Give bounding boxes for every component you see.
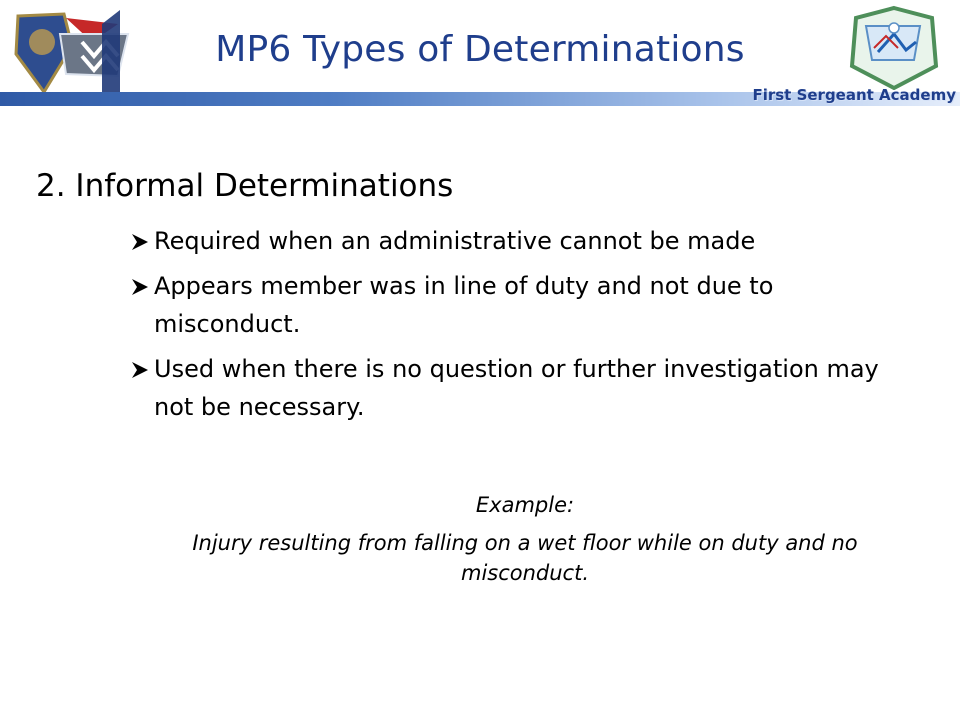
academy-label: First Sergeant Academy: [752, 86, 956, 104]
bullet-item: [130, 222, 890, 260]
slide-title: MP6 Types of Determinations: [215, 29, 745, 70]
bullet-item: [130, 267, 890, 343]
section-heading: 2. Informal Determinations: [36, 168, 454, 204]
arrow-bullet-icon: [130, 232, 150, 252]
bullet-item: [130, 350, 890, 426]
air-force-badge-icon: [8, 6, 148, 98]
arrow-bullet-icon: [130, 277, 150, 297]
slide-body: [0, 160, 960, 680]
example-block: [130, 490, 920, 588]
first-sergeant-academy-logo-icon: [848, 4, 940, 90]
bullet-text: Required when an administrative cannot be made: [154, 227, 756, 255]
example-text: Injury resulting from falling on a wet floor while on duty and no misconduct.: [192, 531, 858, 585]
slide-header: [0, 0, 960, 120]
arrow-bullet-icon: [130, 360, 150, 380]
example-label: Example:: [475, 493, 575, 517]
bullet-text: Appears member was in line of duty and not due to misconduct.: [154, 272, 774, 338]
bullet-list: [130, 222, 890, 433]
bullet-text: Used when there is no question or further investigation may not be necessary.: [154, 355, 879, 421]
